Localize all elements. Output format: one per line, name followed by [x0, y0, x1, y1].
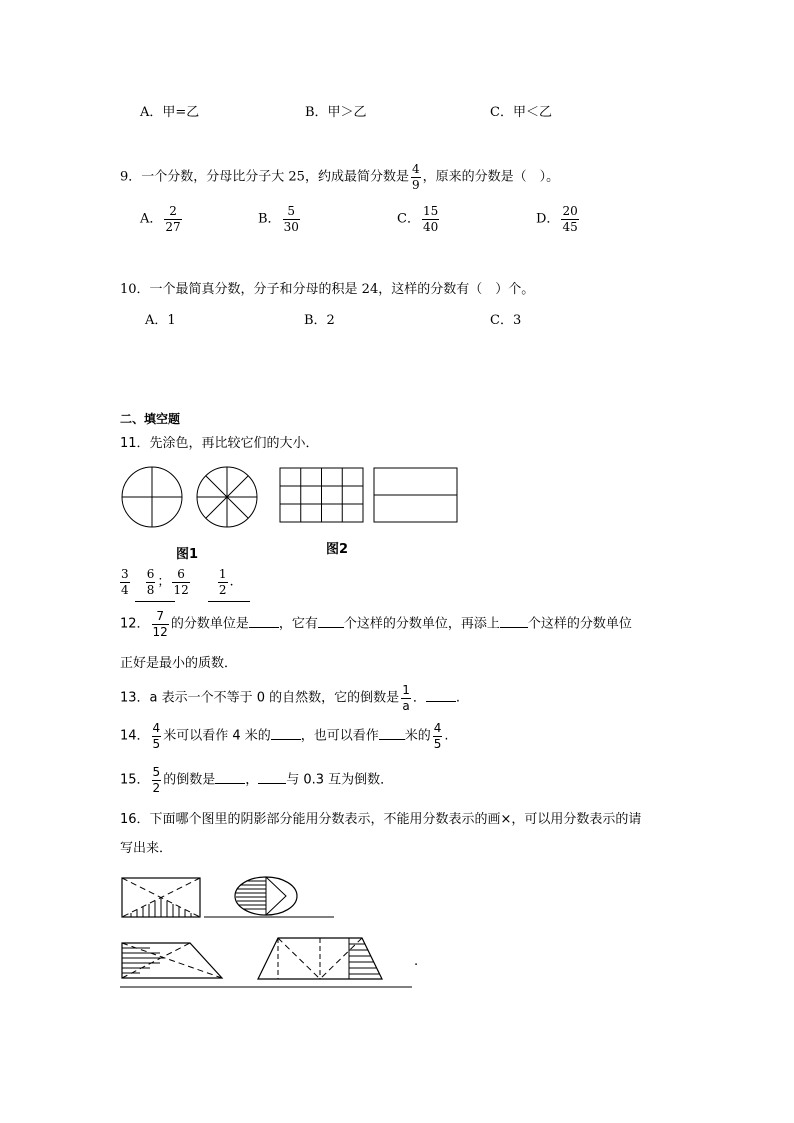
- q15-text: 与 0.3 互为倒数．: [286, 772, 394, 788]
- q9-suffix: ，原来的分数是（ ）。: [422, 169, 560, 185]
- figure-1-label: 图1: [176, 547, 199, 562]
- frac-num: 3: [121, 567, 129, 581]
- q12-prefix: 12．: [120, 616, 150, 632]
- option-label: A．: [140, 211, 163, 227]
- q12-line2: 正好是最小的质数．: [120, 656, 238, 671]
- q10-option-c: C．3: [490, 313, 522, 328]
- frac-den: 5: [433, 736, 442, 751]
- q12-text: 的分数单位是: [170, 616, 249, 632]
- q14-text: ，也可以看作: [300, 728, 379, 744]
- separator: ；: [157, 574, 171, 590]
- q13-text: 13．a 表示一个不等于 0 的自然数，它的倒数是: [120, 690, 400, 706]
- figure-2-label: 图2: [326, 542, 349, 557]
- frac-den: 27: [165, 219, 181, 234]
- frac-num: 6: [146, 567, 155, 581]
- q15-prefix: 15．: [120, 772, 150, 788]
- question-10: 10．一个最简真分数，分子和分母的积是 24，这样的分数有（ ）个。: [120, 282, 535, 297]
- q13-tail: .: [455, 690, 460, 706]
- trapezoid-figure: [258, 938, 382, 979]
- frac-den: a: [402, 698, 410, 713]
- q12-text: ，它有: [278, 616, 318, 632]
- q14-text: 米可以看作 4 米的: [163, 728, 271, 744]
- frac-den: 5: [152, 736, 161, 751]
- rectangle-figure: [122, 878, 200, 917]
- option-label: B．: [258, 211, 281, 227]
- q12-text: 个这样的分数单位: [527, 616, 632, 632]
- q8-option-a: A．甲=乙: [140, 105, 200, 120]
- question-16-line1: 16．下面哪个图里的阴影部分能用分数表示，不能用分数表示的画×，可以用分数表示的请: [120, 812, 642, 827]
- frac-den: 12: [173, 582, 189, 597]
- frac-num: 5: [287, 204, 296, 218]
- q16-end-period: .: [414, 954, 419, 969]
- frac-den: 40: [422, 219, 439, 234]
- frac-num: 15: [422, 204, 439, 218]
- q14-prefix: 14．: [120, 728, 150, 744]
- frac-den: 2: [218, 582, 227, 597]
- period: .: [229, 574, 234, 590]
- frac-den: 8: [146, 582, 155, 597]
- q15-text: 的倒数是: [163, 772, 216, 788]
- frac-num: 4: [152, 721, 161, 735]
- frac-num: 20: [562, 204, 578, 218]
- frac-den: 2: [152, 780, 161, 795]
- option-label: C．: [397, 211, 420, 227]
- frac-den: 4: [121, 582, 129, 597]
- frac-num: 6: [177, 567, 185, 581]
- q12-text: 个这样的分数单位，再添上: [343, 616, 500, 632]
- circle-figure: [235, 877, 297, 915]
- q14-end: .: [444, 728, 449, 744]
- frac-num: 5: [152, 765, 161, 779]
- question-11: 11．先涂色，再比较它们的大小．: [120, 436, 319, 451]
- frac-den: 30: [283, 219, 299, 234]
- q10-option-b: B．2: [304, 313, 335, 328]
- parallelogram-figure: [122, 943, 222, 978]
- option-label: D．: [536, 211, 560, 227]
- frac-num: 2: [169, 204, 177, 218]
- q9-frac-num: 4: [411, 162, 420, 176]
- question-16-line2: 写出来．: [120, 841, 173, 856]
- q14-text: 米的: [404, 728, 431, 744]
- q9-prefix: 9．一个分数，分母比分子大 25，约成最简分数是: [120, 169, 409, 185]
- q15-text: ，: [245, 772, 259, 788]
- frac-den: 45: [562, 219, 578, 234]
- q8-option-c: C．甲＜乙: [490, 105, 552, 120]
- q9-frac-den: 9: [411, 177, 420, 192]
- frac-num: 1: [402, 683, 410, 697]
- q8-option-b: B．甲＞乙: [305, 105, 367, 120]
- frac-num: 7: [156, 609, 164, 623]
- frac-num: 1: [218, 567, 227, 581]
- frac-num: 4: [433, 721, 442, 735]
- frac-den: 12: [152, 624, 168, 639]
- q13-end: ．: [412, 690, 426, 706]
- q10-option-a: A．1: [145, 313, 176, 328]
- section-title: 二、填空题: [120, 412, 181, 426]
